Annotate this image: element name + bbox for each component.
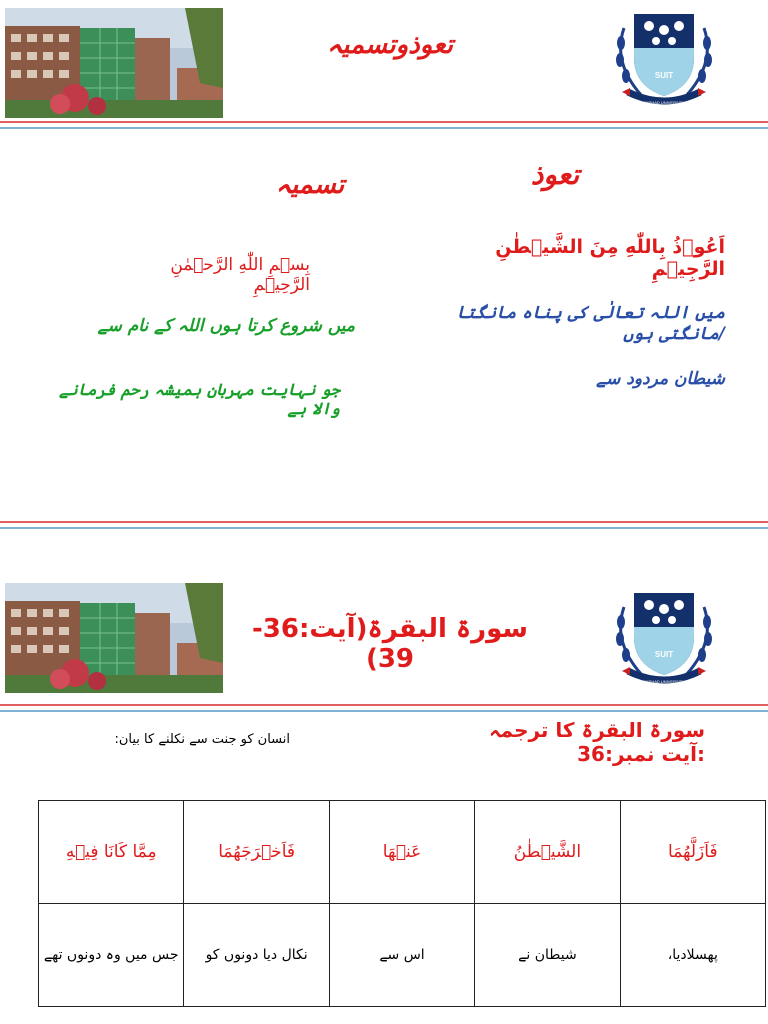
- divider: [0, 527, 768, 529]
- tasmiya-arabic: بِسۡمِ اللّٰهِ الرَّحۡمٰنِ الرَّحِيۡمِ: [170, 255, 310, 295]
- taawwuz-translation-line2: شیطان مردود سے: [596, 369, 725, 389]
- divider: [0, 127, 768, 129]
- table-cell: فَاَزَلَّهُمَا: [620, 801, 765, 904]
- table-cell: اس سے: [329, 904, 474, 1007]
- slide2-subtitle: سورۃ البقرۃ کا ترجمہ :آیت نمبر:36: [488, 718, 705, 766]
- logo-text: SUIT: [654, 71, 674, 80]
- table-row: [39, 904, 766, 1007]
- divider: [0, 121, 768, 123]
- building-photo: [5, 8, 223, 118]
- table-cell: مِمَّا كَانَا فِيۡهِ: [39, 801, 184, 904]
- logo-ring-text: SARHAD UNIVERSITY: [643, 679, 685, 684]
- slide2-title: سورۃ البقرۃ(آیت:36-39): [252, 614, 528, 674]
- table-cell: فَاَخۡرَجَهُمَا: [184, 801, 329, 904]
- table-cell: شیطان نے: [475, 904, 620, 1007]
- university-logo: [612, 8, 716, 110]
- tasmiya-translation-line1: میں شروع کرتا ہوں اللہ کے نام سے: [97, 316, 355, 336]
- divider: [0, 710, 768, 712]
- taawwuz-arabic: اَعُوۡذُ بِاللّٰهِ مِنَ الشَّيۡطٰنِ الرَّجِيۡمِ: [495, 236, 725, 280]
- taawwuz-translation-line1: میں اللہ تعالٰی کی پناہ مانگتا /مانگتی ہوں: [456, 303, 725, 344]
- building-photo: [5, 583, 223, 693]
- divider: [0, 521, 768, 523]
- tasmiya-heading: تسمیہ: [275, 170, 345, 200]
- table-cell: عَنۡهَا: [329, 801, 474, 904]
- table-cell: پھسلادیا،: [620, 904, 765, 1007]
- table-cell: نکال دیا دونوں کو: [184, 904, 329, 1007]
- slide1-title: تعوذوتسمیہ: [327, 30, 453, 60]
- divider: [0, 704, 768, 706]
- logo-ring-text: SARHAD UNIVERSITY: [643, 100, 685, 105]
- table-cell: الشَّيۡطٰنُ: [475, 801, 620, 904]
- university-logo: [612, 587, 716, 689]
- slide2-note: انسان کو جنت سے نکلنے کا بیان:: [114, 732, 290, 747]
- table-cell: جس میں وہ دونوں تھے: [39, 904, 184, 1007]
- vocabulary-table: [38, 800, 766, 1007]
- logo-text: SUIT: [654, 650, 674, 659]
- tasmiya-translation-line2: جو نہایت مہربان ہمیشہ رحم فرمانے والا ہے: [59, 380, 340, 418]
- taawwuz-heading: تعوذ: [530, 158, 580, 191]
- table-row: [39, 801, 766, 904]
